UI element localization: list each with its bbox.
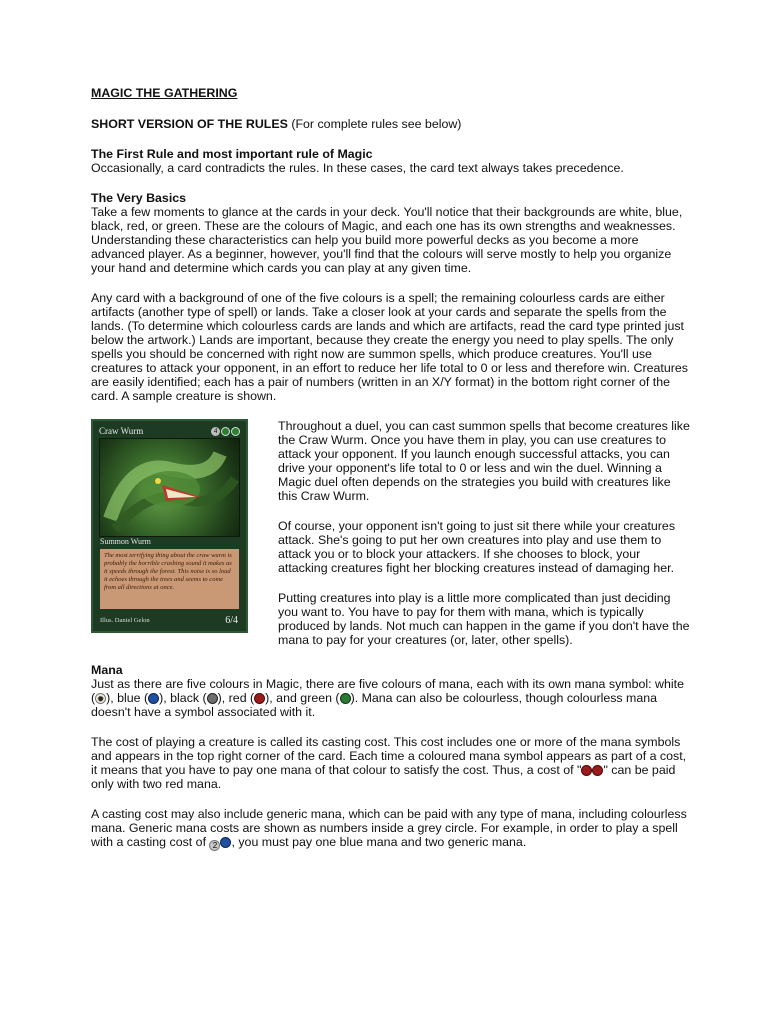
mana-text: ), and green ( [265,691,340,705]
generic-mana-icon: 2 [209,840,220,851]
mana-text: ), red ( [217,691,255,705]
mana-text: ), black ( [159,691,207,705]
mana-text: , you must pay one blue mana and two generic mana. [231,835,527,849]
very-basics-heading: The Very Basics [91,191,187,205]
blue-mana-icon [220,837,231,848]
creatures-paragraph-1: Throughout a duel, you can cast summon spells that become creatures like the Craw Wurm. Once you have them in play, you can use creatures to attack your opponent. If you launch enough successful attacks, you can drive your opponent's life total to 0 or less and win the duel. Winning a Magic duel often depends on the strategies you build with creatures like this Craw Wurm. [278,419,690,503]
card-name: Craw Wurm [99,426,144,436]
very-basics-paragraph-1: Take a few moments to glance at the cards in your deck. You'll notice that their backgrounds are white, blue, black, red, or green. These are the colours of Magic, and each one has its own strengths and weaknesses. Understanding these characteristics can help you build more powerful decks as you become a more advanced player. As a beginner, however, you'll find that the colours will serve mostly to help you organize your hand and determine which cards you can play at any given time. [91,205,683,275]
first-rule-text: Occasionally, a card contradicts the rules. In these cases, the card text always takes precedence. [91,161,624,175]
mana-text: " can be paid only with two red mana. [91,763,676,791]
generic-mana-icon: 4 [211,427,220,436]
blue-mana-icon [148,693,159,704]
mana-text: A casting cost may also include generic mana, which can be paid with any type of mana, including colourless mana. Generic mana costs are shown as numbers inside a grey circle. For example, in order to play a spell with a casting cost of [91,807,687,849]
document-title: MAGIC THE GATHERING [91,86,238,100]
first-rule-heading: The First Rule and most important rule of Magic [91,147,373,161]
mana-paragraph-2 [91,735,691,791]
green-mana-icon [231,427,240,436]
card-flavor-text: The most terrifying thing about the craw wurm is probably the horrible crashing sound it makes as it speeds through the forest. This noise is so loud it echoes through the trees and seems to come from all directions at once. [100,549,239,609]
green-mana-icon [340,693,351,704]
document-body [91,86,691,867]
mana-text: The cost of playing a creature is called its casting cost. This cost includes one or more of the mana symbols and appears in the top right corner of the card. Each time a coloured mana symbol appears as part of a cost, it means that you have to pay one mana of that colour to satisfy the cost. Thus, a cost of " [91,735,687,777]
card-type-line: Summon Wurm [100,537,151,546]
mana-text: ). Mana can also be colourless, though colourless mana doesn't have a symbol associated with it. [91,691,658,719]
card-power-toughness: 6/4 [225,615,238,626]
short-version-line [91,117,691,131]
black-mana-icon [207,693,218,704]
card-casting-cost [211,425,240,437]
card-illustrator: Illus. Daniel Gelon [100,617,150,624]
white-mana-icon [95,693,106,704]
mana-paragraph-1 [91,677,691,719]
very-basics-paragraph-2: Any card with a background of one of the five colours is a spell; the remaining colourless cards are either artifacts (another type of spell) or lands. Take a closer look at your cards and separate the spells from the lands. (To determine which colourless cards are lands and which are artifacts, read the card type printed just below the artwork.) Lands are important, because they create the energy you need to play spells. The only spells you should be concerned with right now are summon spells, which produce creatures. You'll use creatures to attack your opponent, in an effort to reduce her life total to 0 or less and therefore win. Creatures are easily identified; each has a pair of numbers (written in an X/Y format) in the bottom right corner of the card. A sample creature is shown. [91,291,688,403]
short-version-note: (For complete rules see below) [287,117,462,131]
mana-text: ), blue ( [106,691,149,705]
craw-wurm-card-image [91,419,248,633]
mana-paragraph-3 [91,807,691,851]
short-version-heading: SHORT VERSION OF THE RULES [91,117,288,131]
mana-heading: Mana [91,663,123,677]
red-mana-icon [592,765,603,776]
green-mana-icon [221,427,230,436]
wurm-illustration [100,439,240,534]
mana-text: Just as there are five colours in Magic, there are five colours of mana, each with its own mana symbol: white ( [91,677,684,705]
wurm-artwork [99,438,240,537]
creature-section [91,419,691,663]
creatures-paragraph-2: Of course, your opponent isn't going to just sit there while your creatures attack. She's going to put her own creatures into play and use them to attack you or to block your attackers. If she chooses to block, your attacking creatures fight her blocking creatures instead of damaging her. [278,519,676,575]
card-title-bar [99,425,240,437]
red-mana-icon [581,765,592,776]
creatures-paragraph-3: Putting creatures into play is a little more complicated than just deciding you want to. You have to pay for them with mana, which is typically produced by lands. Not much can happen in the game if you don't have the mana to pay for your creatures (or, later, other spells). [278,591,690,647]
red-mana-icon [254,693,265,704]
